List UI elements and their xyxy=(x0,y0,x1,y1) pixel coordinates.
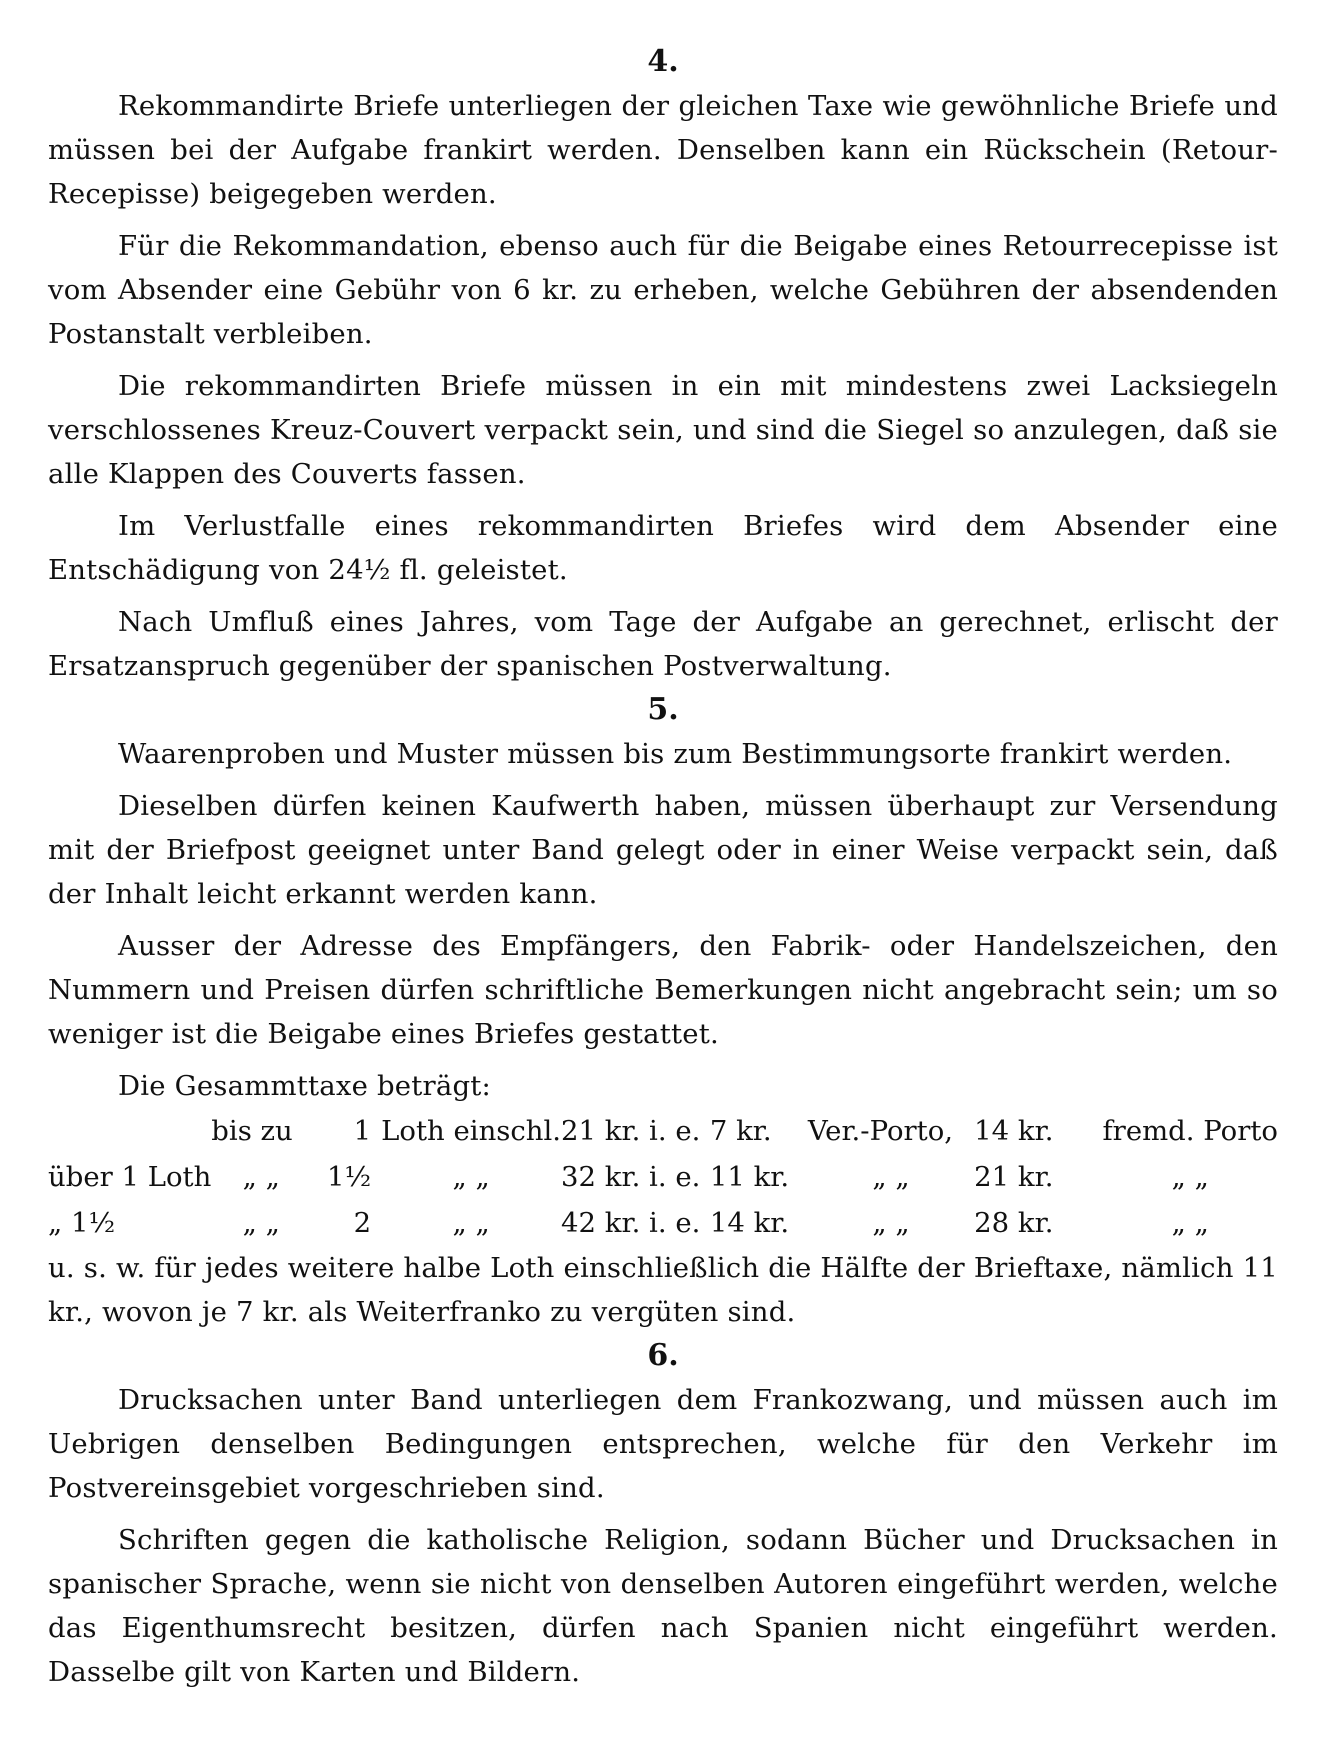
rate-cell xyxy=(48,1108,211,1154)
rate-cell: bis zu xyxy=(211,1115,293,1147)
rate-table xyxy=(48,1108,1278,1246)
paragraph: Schriften gegen die katholische Religion, sodann Bücher und Drucksachen in spanischer Sprache, wenn sie nicht von denselben Autoren eingeführt werden, welche das Eigenthumsrecht besitzen, dürfen nach Spanien nicht eingeführt werden. Dasselbe gilt von Karten und Bildern. xyxy=(48,1524,1278,1688)
rate-cell: 11 kr. xyxy=(709,1161,790,1193)
ditto-mark: „ „ xyxy=(1171,1161,1209,1193)
ditto-mark: „ „ xyxy=(242,1161,280,1193)
ditto-mark: „ „ xyxy=(872,1161,910,1193)
paragraph: Ausser der Adresse des Empfängers, den Fabrik- oder Handelszeichen, den Nummern und Preisen dürfen schriftliche Bemerkungen nicht angebracht sein; um so weniger ist die Beigabe eines Briefes gestattet. xyxy=(48,930,1278,1050)
rate-row xyxy=(48,1154,1278,1200)
rate-cell: 14 kr. xyxy=(974,1115,1054,1147)
rate-cell: 14 kr. xyxy=(709,1207,790,1239)
document-page xyxy=(48,40,1278,1694)
paragraph: Im Verlustfalle eines rekommandirten Briefes wird dem Absender eine Entschädigung von 24½ fl. geleistet. xyxy=(48,510,1278,586)
paragraph: Die Gesammttaxe beträgt: xyxy=(118,1070,491,1102)
section-number-5: 5. xyxy=(647,692,679,727)
rate-row xyxy=(48,1108,1278,1154)
rate-cell: 1 xyxy=(353,1115,372,1147)
paragraph: u. s. w. für jedes weitere halbe Loth einschließlich die Hälfte der Brieftaxe, nämlich 11 kr., wovon je 7 kr. als Weiterfranko zu vergüten sind. xyxy=(48,1252,1278,1328)
rate-cell: 32 kr. i. e. xyxy=(561,1161,701,1193)
rate-cell: 7 kr. xyxy=(709,1115,772,1147)
rate-cell: fremd. Porto xyxy=(1102,1115,1278,1147)
rate-row xyxy=(48,1200,1278,1246)
rate-cell: Loth einschl. xyxy=(381,1115,562,1147)
paragraph: Für die Rekommandation, ebenso auch für die Beigabe eines Retourrecepisse ist vom Absender eine Gebühr von 6 kr. zu erheben, welche Gebühren der absendenden Postanstalt verbleiben. xyxy=(48,230,1278,350)
rate-cell: 42 kr. i. e. xyxy=(561,1207,701,1239)
paragraph: Drucksachen unter Band unterliegen dem Frankozwang, und müssen auch im Uebrigen denselben Bedingungen entsprechen, welche für den Verkehr im Postvereinsgebiet vorgeschrieben sind. xyxy=(48,1384,1278,1504)
rate-cell: 1½ xyxy=(327,1161,372,1193)
paragraph: Dieselben dürfen keinen Kaufwerth haben, müssen überhaupt zur Versendung mit der Briefpost geeignet unter Band gelegt oder in einer Weise verpackt sein, daß der Inhalt leicht erkannt werden kann. xyxy=(48,790,1278,910)
rate-cell: über 1 Loth xyxy=(48,1161,212,1193)
paragraph: Nach Umfluß eines Jahres, vom Tage der Aufgabe an gerechnet, erlischt der Ersatzanspruch gegenüber der spanischen Postverwaltung. xyxy=(48,606,1278,682)
rate-cell: „ 1½ xyxy=(48,1207,116,1239)
rate-cell: 21 kr. xyxy=(974,1161,1054,1193)
rate-cell: 2 xyxy=(353,1207,372,1239)
ditto-mark: „ „ xyxy=(242,1207,280,1239)
rate-cell: 28 kr. xyxy=(974,1207,1054,1239)
ditto-mark: „ „ xyxy=(872,1207,910,1239)
ditto-mark: „ „ xyxy=(452,1161,490,1193)
rate-cell: Ver.-Porto, xyxy=(807,1115,954,1147)
section-number-4: 4. xyxy=(647,44,679,79)
section-number-6: 6. xyxy=(647,1338,679,1373)
paragraph: Die rekommandirten Briefe müssen in ein mit mindestens zwei Lacksiegeln verschlossenes Kreuz-Couvert verpackt sein, und sind die Siegel so anzulegen, daß sie alle Klappen des Couverts fassen. xyxy=(48,370,1278,490)
paragraph: Waarenproben und Muster müssen bis zum Bestimmungsorte frankirt werden. xyxy=(118,738,1233,770)
ditto-mark: „ „ xyxy=(1171,1207,1209,1239)
rate-cell: 21 kr. i. e. xyxy=(561,1115,701,1147)
paragraph: Rekommandirte Briefe unterliegen der gleichen Taxe wie gewöhnliche Briefe und müssen bei der Aufgabe frankirt werden. Denselben kann ein Rückschein (Retour-Recepisse) beigegeben werden. xyxy=(48,90,1278,210)
ditto-mark: „ „ xyxy=(452,1207,490,1239)
